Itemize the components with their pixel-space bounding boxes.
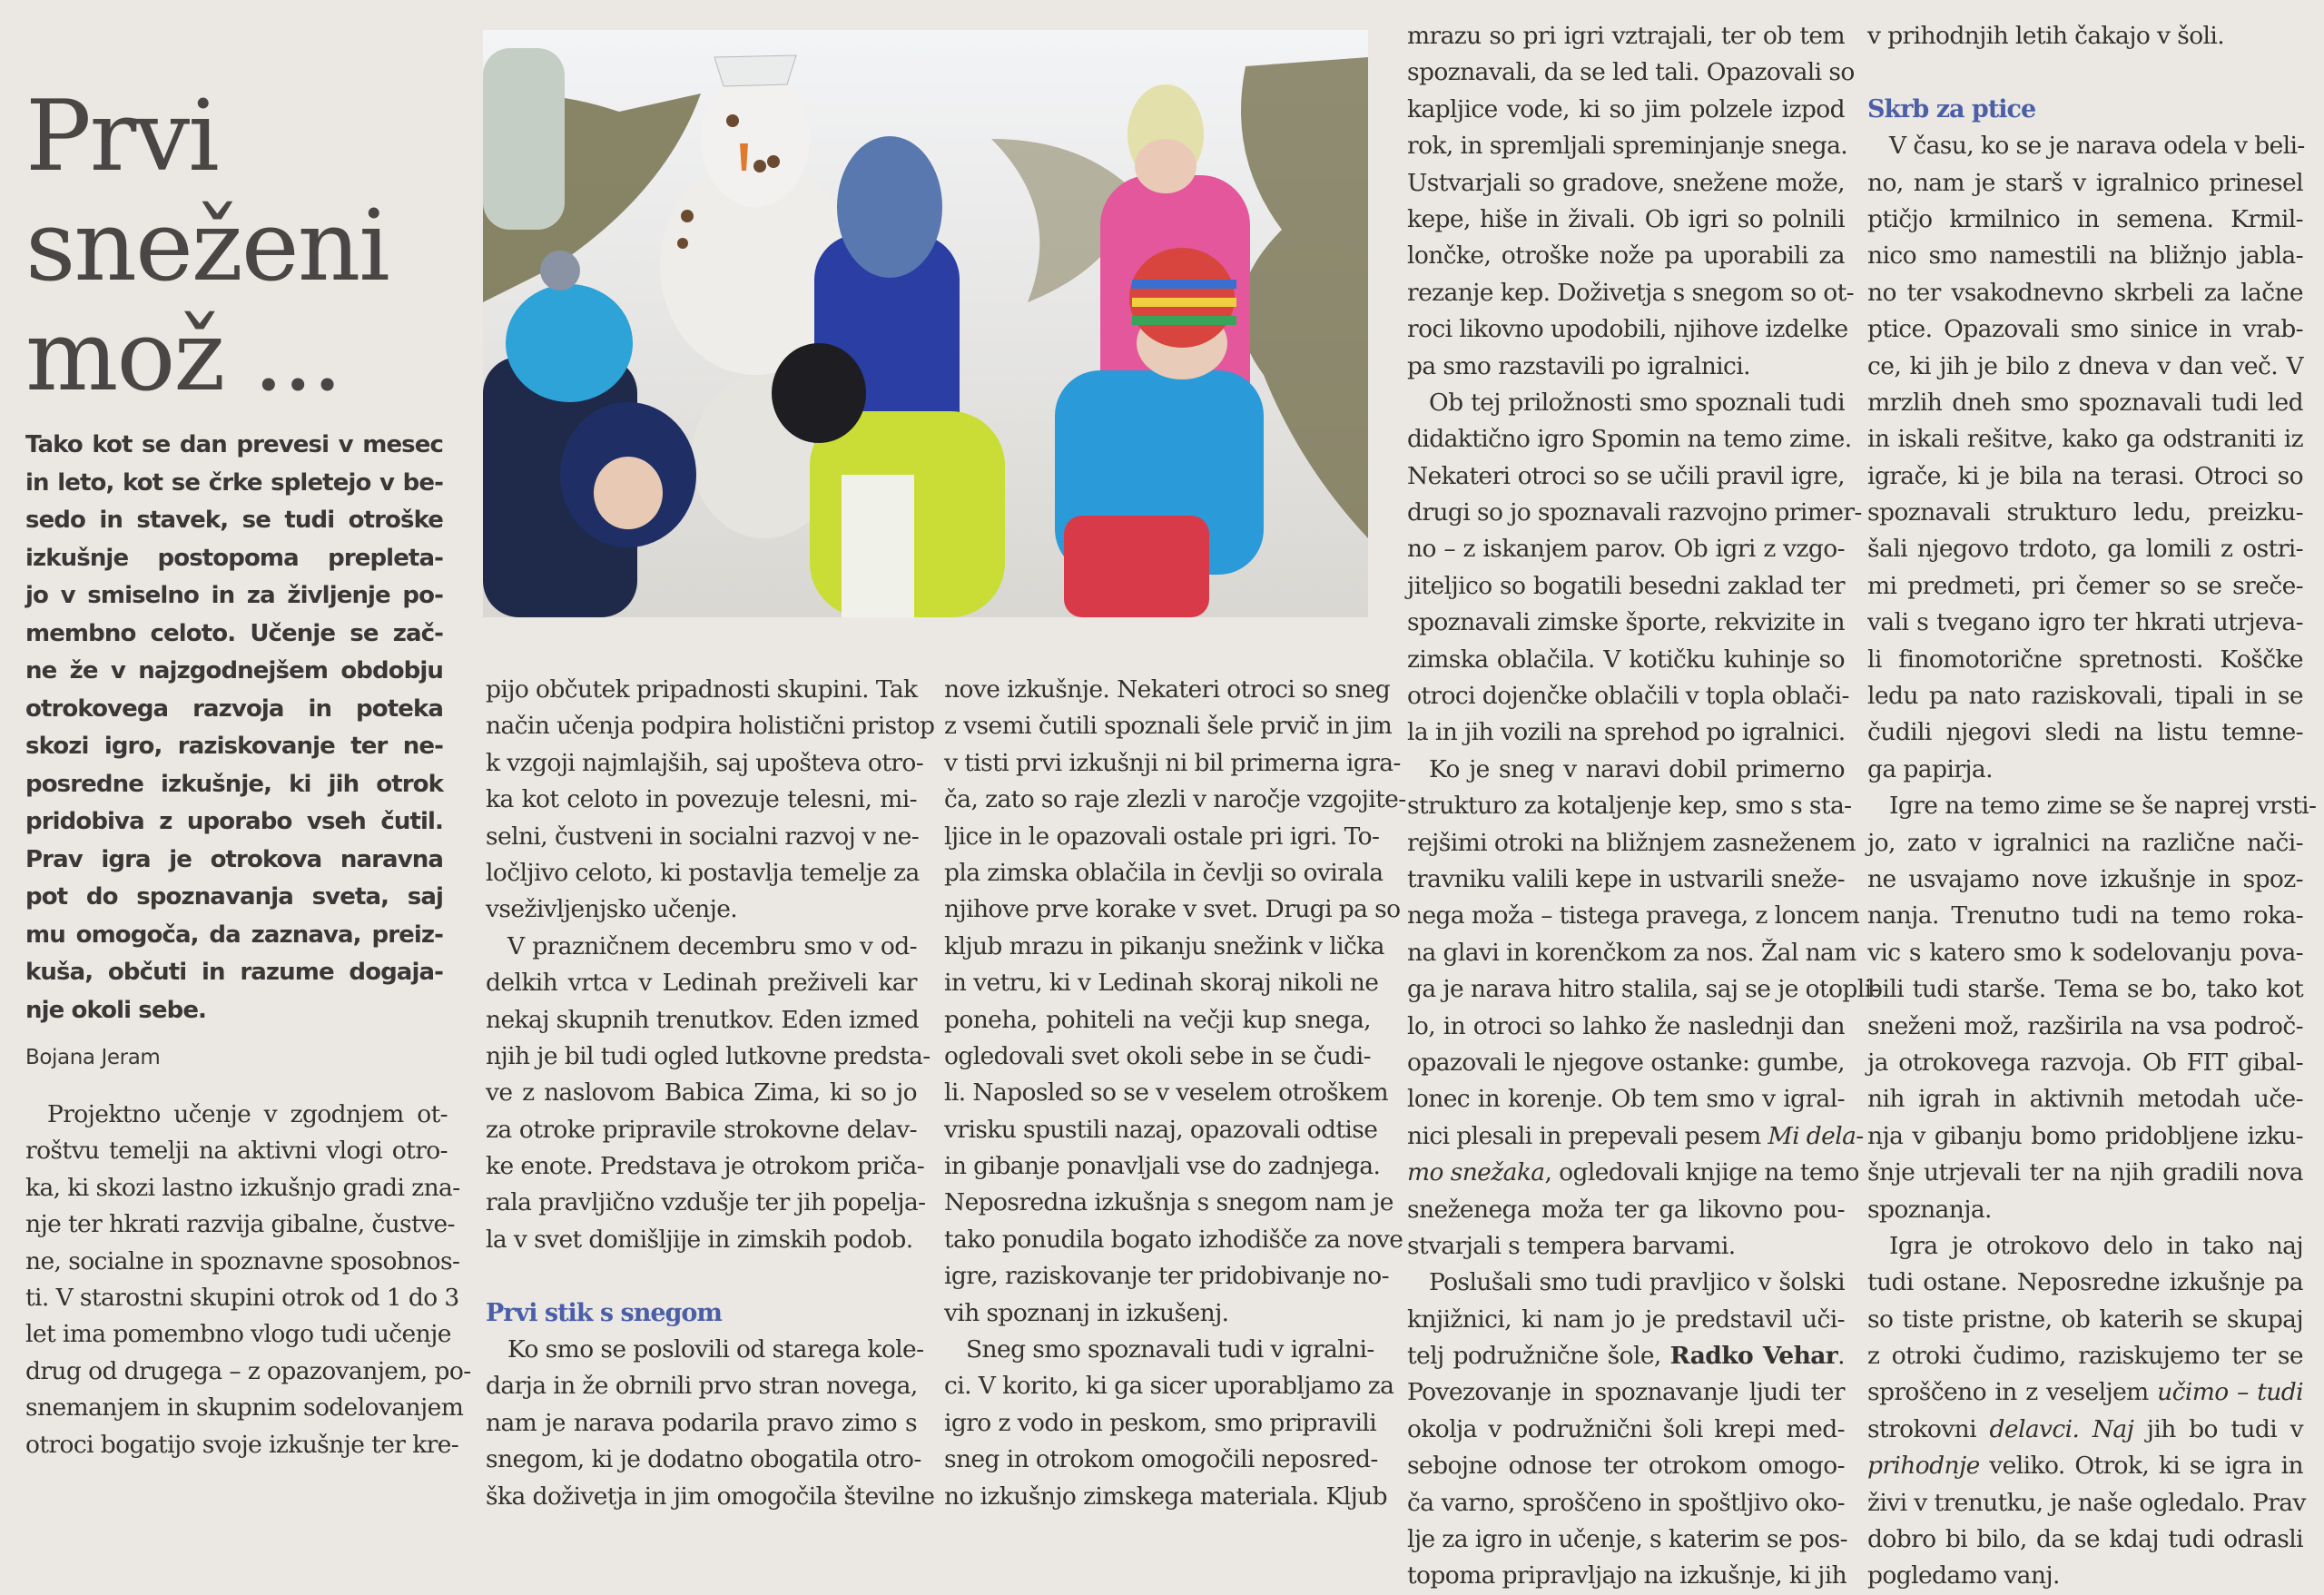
text-line: darja in že obrnili prvo stran novega,: [486, 1372, 918, 1401]
text-line: otroci bogatijo svoje izkušnje ter kre-: [25, 1430, 459, 1459]
text-line: Ko smo se poslovili od starega kole-: [507, 1335, 924, 1364]
lead-line: pridobiva z uporabo vseh čutil.: [25, 808, 443, 835]
text-line: stvarjali s tempera barvami.: [1407, 1231, 1736, 1260]
text-line: sproščeno in z veseljem učimo – tudi: [1867, 1378, 2303, 1407]
text-line: roštvu temelji na aktivni vlogi otro-: [25, 1137, 448, 1166]
text-line: no ter vsakodnevno skrbeli za lačne: [1867, 278, 2303, 307]
text-line: Ob tej priložnosti smo spoznali tudi: [1429, 388, 1845, 417]
text-line: vrisku spustili nazaj, opazovali odtise: [944, 1115, 1378, 1144]
text-line: bili tudi starše. Tema se bo, tako kot: [1867, 975, 2303, 1004]
text-line: ka, ki skozi lastno izkušnjo gradi zna-: [25, 1173, 460, 1202]
text-line: sneženega moža ter ga likovno pou-: [1407, 1195, 1845, 1224]
text-line: so tiste pristne, ob katerih se skupaj: [1867, 1305, 2303, 1334]
text-line: pla zimska oblačila in čevlji so ovirala: [944, 858, 1384, 887]
subhead-first-contact: Prvi stik s snegom: [486, 1298, 722, 1327]
text-line: Sneg smo spoznavali tudi v igralni-: [966, 1335, 1374, 1364]
text-line: nico smo namestili na bližnjo jabla-: [1867, 241, 2303, 271]
text-line: prihodnje veliko. Otrok, ki se igra in: [1867, 1452, 2303, 1481]
text-line: z otroki čudimo, raziskujemo ter se: [1867, 1342, 2303, 1371]
text-line: delkih vrtca v Ledinah preživeli kar: [486, 969, 917, 998]
text-line: spoznavali strukturo ledu, preizku-: [1867, 498, 2303, 527]
lead-line: mu omogoča, da zaznava, preiz-: [25, 921, 443, 949]
song-title: mo snežaka: [1407, 1158, 1545, 1187]
text-line: telj podružnične šole, Radko Vehar.: [1407, 1342, 1845, 1371]
text-line: topoma pripravljajo na izkušnje, ki jih: [1407, 1561, 1847, 1590]
text-line: v prihodnjih letih čakajo v šoli.: [1867, 22, 2225, 50]
text-line: kljub mrazu in pikanju snežink v lička: [944, 931, 1384, 960]
text-line: let ima pomembno vlogo tudi učenje: [25, 1320, 451, 1349]
subhead-bird-care: Skrb za ptice: [1867, 94, 2036, 123]
text-line: sebojne odnose ter otrokom omogo-: [1407, 1452, 1845, 1481]
column-5-body: [1867, 18, 2317, 1595]
text-line: V prazničnem decembru smo v od-: [507, 931, 917, 960]
text-line: roci likovno upodobili, njihove izdelke: [1407, 315, 1848, 344]
text-line: lje za igro in učenje, s katerim se pos-: [1407, 1525, 1847, 1554]
lead-line: kuša, občuti in razume dogaja-: [25, 959, 443, 986]
text-line: dobro bi bilo, da se kdaj tudi odrasli: [1867, 1525, 2303, 1554]
byline: Bojana Jeram: [25, 1046, 161, 1069]
lead-line: skozi igro, raziskovanje ter ne-: [25, 733, 443, 760]
text-line: na glavi in korenčkom za nos. Žal nam: [1407, 938, 1856, 967]
text-line: šali njegovo trdoto, ga lomili z ostri-: [1867, 535, 2303, 564]
text-line: jiteljico so bogatili besedni zaklad ter: [1407, 571, 1845, 600]
text-line: la v svet domišljije in zimskih podob.: [486, 1225, 913, 1254]
text-line: v tisti prvi izkušnji ni bil primerna igra-: [944, 748, 1401, 777]
text-line: rejšimi otroki na bližnjem zasneženem: [1407, 828, 1856, 857]
text-line: ška doživetja in jim omogočila številne: [486, 1482, 935, 1511]
text-line: igro z vodo in peskom, smo pripravili: [944, 1408, 1377, 1437]
text-line: mrzlih dneh smo spoznavali tudi led: [1867, 388, 2303, 417]
text-line: snemanjem in skupnim sodelovanjem: [25, 1393, 464, 1423]
text-line: z vsemi čutili spoznali šele prvič in jim: [944, 712, 1393, 741]
text-line: didaktično igro Spomin na temo zime.: [1407, 425, 1852, 454]
text-line: k vzgoji najmlajših, saj upošteva otro-: [486, 748, 924, 777]
text-line: ja otrokovega razvoja. Ob FIT gibal-: [1867, 1048, 2303, 1077]
text-line: ke enote. Predstava je otrokom priča-: [486, 1152, 925, 1181]
text-line: nega moža – tistega pravega, z loncem: [1407, 901, 1860, 930]
text-line: vali s tvegano igro ter hkrati utrjeva-: [1867, 608, 2303, 637]
text-line: no – z iskanjem parov. Ob igri z vzgo-: [1407, 535, 1845, 564]
lead-line: Prav igra je otrokova naravna: [25, 845, 443, 873]
text-line: mo snežaka, ogledovali knjige na temo: [1407, 1158, 1859, 1187]
text-line: nam je narava podarila pravo zimo s: [486, 1408, 917, 1437]
text-line: Povezovanje in spoznavanje ljudi ter: [1407, 1378, 1845, 1407]
text-line: okolja v podružnični šoli krepi med-: [1407, 1414, 1845, 1443]
text-line: igre, raziskovanje ter pridobivanje no-: [944, 1262, 1389, 1291]
text-line: vseživljenjsko učenje.: [486, 895, 738, 924]
text-line: travniku valili kepe in ustvarili sneže-: [1407, 864, 1845, 893]
column-2-body: [486, 672, 935, 1515]
text-line: Projektno učenje v zgodnjem ot-: [47, 1100, 448, 1128]
text-line: lo, in otroci so lahko že naslednji dan: [1407, 1011, 1845, 1040]
text-line: tako ponudila bogato izhodišče za nove: [944, 1225, 1403, 1254]
text-line: pa smo razstavili po igralnici.: [1407, 351, 1750, 380]
text-line: selni, čustveni in socialni razvoj v ne-: [486, 822, 920, 851]
text-line: rala pravljično vzdušje ter jih popelja-: [486, 1188, 926, 1217]
text-line: rezanje kep. Doživetja s snegom so ot-: [1407, 278, 1855, 307]
text-line: ča, zato so raje zlezli v naročje vzgojite-: [944, 785, 1406, 814]
text-line: strokovni delavci. Naj jih bo tudi v: [1867, 1414, 2303, 1443]
text-line: zimska oblačila. V kotičku kuhinje so: [1407, 645, 1845, 674]
text-line: spoznavali zimske športe, rekvizite in: [1407, 608, 1845, 637]
text-line: Igra je otrokovo delo in tako naj: [1889, 1231, 2303, 1260]
text-line: lonec in korenje. Ob tem smo v igral-: [1407, 1085, 1845, 1114]
text-line: ogledovali svet okoli sebe in se čudi-: [944, 1041, 1371, 1070]
title-line: mož ...: [25, 300, 341, 414]
bale: [483, 48, 565, 230]
text-line: ljice in le opazovali ostale pri igri. To-: [944, 822, 1380, 851]
lead-line: ne že v najzgodnejšem obdobju: [25, 657, 443, 684]
text-line: nja v gibanju bomo pridobljene izku-: [1867, 1121, 2303, 1150]
text-line: Ustvarjali so gradove, snežene može,: [1407, 168, 1845, 197]
text-line: V času, ko se je narava odela v beli-: [1889, 132, 2305, 161]
text-line: ptice. Opazovali smo sinice in vrab-: [1867, 315, 2303, 344]
text-line: in gibanje ponavljali vse do zadnjega.: [944, 1152, 1381, 1181]
text-line: Poslušali smo tudi pravljico v šolski: [1429, 1268, 1845, 1297]
text-line: živi v trenutku, je naše ogledalo. Prav: [1867, 1488, 2306, 1517]
article-lead: [25, 427, 443, 1029]
text-line: lončke, otroške nože pa uporabili za: [1407, 241, 1845, 271]
text-line: ga je narava hitro stalila, saj se je otopli-: [1407, 975, 1879, 1004]
article-title: [25, 80, 389, 414]
text-line: ločljivo celoto, ki postavlja temelje za: [486, 858, 920, 887]
text-line: la in jih vozili na sprehod po igralnici.: [1407, 718, 1846, 747]
text-line: nici plesali in prepevali pesem Mi dela-: [1407, 1121, 1864, 1150]
text-line: ne usvajamo nove izkušnje in spoz-: [1867, 864, 2303, 893]
text-line: li finomotorične spretnosti. Koščke: [1867, 645, 2303, 674]
text-line: no izkušnjo zimskega materiala. Kljub: [944, 1482, 1388, 1511]
lead-line: Tako kot se dan prevesi v mesec: [25, 431, 443, 458]
text-line: mi predmeti, pri čemer so se sreče-: [1867, 571, 2303, 600]
text-line: ce, ki jih je bilo z dneva v dan več. V: [1867, 351, 2303, 380]
column-1-body: [25, 1097, 471, 1463]
text-line: nje ter hkrati razvija gibalne, čustve-: [25, 1210, 455, 1239]
text-line: spoznanja.: [1867, 1195, 1992, 1224]
text-line: vic s katero smo k sodelovanju pova-: [1867, 938, 2303, 967]
text-line: sneženi mož, razširila na vsa področ-: [1867, 1011, 2303, 1040]
title-line: sneženi: [25, 190, 389, 304]
text-line: opazovali le njegove ostanke: gumbe,: [1407, 1048, 1845, 1077]
text-line: ti. V starostni skupini otrok od 1 do 3: [25, 1283, 459, 1312]
text-line: ledu pa nato raziskovali, tipali in se: [1867, 682, 2303, 711]
lead-line: nje okoli sebe.: [25, 996, 207, 1024]
text-line: nih igrah in aktivnih metodah uče-: [1867, 1085, 2303, 1114]
lead-line: membno celoto. Učenje se zač-: [25, 619, 443, 647]
text-line: mrazu so pri igri vztrajali, ter ob tem: [1407, 22, 1845, 50]
text-line: drug od drugega – z opazovanjem, po-: [25, 1356, 471, 1385]
snowman-children-photo: [483, 30, 1368, 617]
text-line: otroci dojenčke oblačili v topla oblači-: [1407, 682, 1849, 711]
text-line: strukturo za kotaljenje kep, smo s sta-: [1407, 792, 1852, 821]
lead-line: sedo in stavek, se tudi otroške: [25, 507, 443, 534]
text-line: tudi ostane. Neposredne izkušnje pa: [1867, 1268, 2303, 1297]
text-line: igrače, ki je bila na terasi. Otroci so: [1867, 461, 2303, 490]
teacher-name: Radko Vehar: [1669, 1342, 1838, 1371]
text-line: in iskali rešitve, kako ga odstraniti iz: [1867, 425, 2303, 454]
text-line: njih je bil tudi ogled lutkovne predsta-: [486, 1041, 931, 1070]
lead-line: pot do spoznavanja sveta, saj: [25, 883, 443, 911]
text-line: ptičjo krmilnico in semena. Krmil-: [1867, 204, 2303, 233]
text-line: ve z naslovom Babica Zima, ki so jo: [486, 1078, 917, 1108]
text-line: Neposredna izkušnja s snegom nam je: [944, 1188, 1393, 1217]
text-line: jo, zato v igralnici na različne nači-: [1867, 828, 2303, 857]
text-line: snegom, ki je dodatno obogatila otro-: [486, 1445, 921, 1474]
text-line: čudili njegovi sledi na listu temne-: [1867, 718, 2303, 747]
text-line: ci. V korito, ki ga sicer uporabljamo za: [944, 1372, 1394, 1401]
lead-line: jo v smiselno in za življenje po-: [25, 582, 443, 609]
text-line: ne, socialne in spoznavne sposobnos-: [25, 1246, 460, 1275]
text-line: Ko je sneg v naravi dobil primerno: [1429, 754, 1845, 783]
song-title: Mi dela-: [1768, 1121, 1864, 1150]
text-line: njihove prve korake v svet. Drugi pa so: [944, 895, 1401, 924]
text-line: knjižnici, ki nam jo je predstavil uči-: [1407, 1305, 1845, 1334]
text-line: rok, in spremljali spreminjanje snega.: [1407, 132, 1848, 161]
text-line: za otroke pripravile strokovne delav-: [486, 1115, 917, 1144]
text-line: šnje utrjevali ter na njih gradili nova: [1867, 1158, 2303, 1187]
text-line: vih spoznanj in izkušenj.: [944, 1298, 1229, 1327]
text-line: Nekateri otroci so se učili pravil igre,: [1407, 461, 1845, 490]
text-line: kepe, hiše in živali. Ob igri so polnili: [1407, 204, 1845, 233]
lead-line: posredne izkušnje, ki jih otrok: [25, 770, 443, 798]
photo-illustration: [483, 30, 1368, 617]
text-line: pogledamo vanj.: [1867, 1561, 2060, 1590]
lead-line: otrokovega razvoja in poteka: [25, 694, 443, 723]
text-line: način učenja podpira holistični pristop: [486, 712, 935, 741]
text-line: in vetru, ki v Ledinah skoraj nikoli ne: [944, 969, 1379, 998]
lead-line: in leto, kot se črke spletejo v be-: [25, 468, 443, 497]
text-line: ka kot celoto in povezuje telesni, mi-: [486, 785, 917, 814]
text-line: ča varno, sproščeno in spoštljivo oko-: [1407, 1488, 1845, 1517]
text-line: ga papirja.: [1867, 754, 1993, 783]
text-line: no, nam je starš v igralnico prinesel: [1867, 168, 2303, 197]
text-line: kapljice vode, ki so jim polzele izpod: [1407, 94, 1845, 123]
text-line: Igre na temo zime se še naprej vrsti-: [1889, 792, 2317, 821]
column-4-body: [1407, 18, 1879, 1595]
title-line: Prvi: [25, 80, 218, 194]
text-line: sneg in otrokom omogočili neposred-: [944, 1445, 1378, 1474]
text-line: spoznavali, da se led tali. Opazovali so: [1407, 58, 1855, 87]
text-line: li. Naposled so se v veselem otroškem: [944, 1078, 1389, 1108]
text-line: nekaj skupnih trenutkov. Eden izmed: [486, 1005, 920, 1034]
text-line: pijo občutek pripadnosti skupini. Tak: [486, 675, 918, 704]
lead-line: izkušnje postopoma prepleta-: [25, 544, 443, 572]
text-line: nove izkušnje. Nekateri otroci so sneg: [944, 675, 1391, 704]
column-3-body: [944, 672, 1406, 1515]
text-line: poneha, pohiteli na večji kup snega,: [944, 1005, 1371, 1034]
text-line: nanja. Trenutno tudi na temo roka-: [1867, 901, 2303, 930]
text-line: drugi so jo spoznavali razvojno primer-: [1407, 498, 1862, 527]
